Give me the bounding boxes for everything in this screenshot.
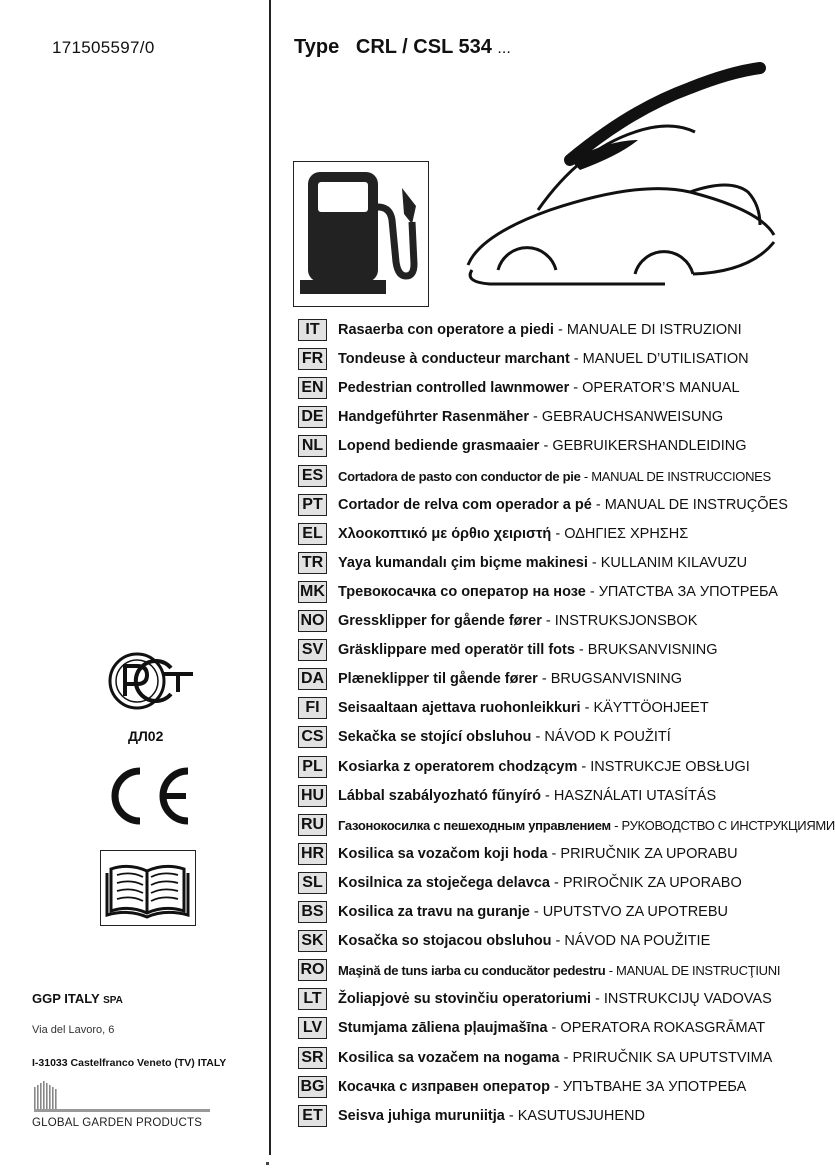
language-code-badge: LT (298, 988, 327, 1010)
language-product-title: Pedestrian controlled lawnmower (338, 380, 570, 396)
open-book-icon (100, 850, 196, 926)
language-separator: - (549, 875, 563, 891)
language-manual-name: MANUAL DE INSTRUÇÕES (604, 497, 788, 513)
language-manual-name: KÄYTTÖOHJEET (593, 700, 709, 716)
language-product-title: Sekačka se stojící obsluhou (338, 729, 532, 745)
language-product-title: Газонокосилка с пешеходным управлением (338, 817, 611, 833)
language-separator: - (547, 846, 561, 862)
fuel-pump-icon (293, 161, 429, 307)
language-manual-name: PRIROČNIK ZA UPORABO (562, 875, 742, 891)
language-manual-name: GEBRAUCHSANWEISUNG (541, 409, 724, 425)
language-product-title: Maşină de tuns iarba cu conducător pedestru (338, 962, 606, 978)
certification-code: ДЛ02 (128, 728, 164, 744)
language-row-es (298, 463, 771, 489)
language-row-it (298, 317, 742, 343)
language-code-badge: MK (298, 581, 327, 603)
language-separator: - (610, 817, 622, 833)
language-manual-name: PRIRUČNIK ZA UPORABU (560, 846, 738, 862)
language-code-badge: SR (298, 1047, 327, 1069)
language-row-lt (298, 986, 772, 1012)
language-row-sk (298, 928, 710, 954)
language-code-badge: SL (298, 872, 327, 894)
lawnmower-outline-icon (460, 60, 780, 310)
language-product-title: Tondeuse à conducteur marchant (338, 351, 570, 367)
language-manual-name: KASUTUSJUHEND (517, 1108, 645, 1124)
language-manual-name: BRUGSANVISNING (550, 671, 683, 687)
language-code-badge: EL (298, 523, 327, 545)
language-product-title: Gräsklippare med operatör till fots (338, 642, 575, 658)
language-product-title: Χλοοκοπτικό με όρθιο χειριστή (338, 526, 552, 542)
language-row-cs (298, 724, 671, 750)
document-number: 171505597/0 (52, 38, 155, 57)
language-separator: - (553, 322, 567, 338)
language-separator: - (605, 962, 617, 978)
language-row-en (298, 375, 740, 401)
language-separator: - (587, 555, 601, 571)
language-separator: - (580, 468, 592, 484)
language-code-badge: RU (298, 814, 327, 836)
language-row-mk (298, 579, 778, 605)
language-separator: - (529, 904, 543, 920)
language-manual-name: GEBRUIKERSHANDLEIDING (552, 438, 747, 454)
language-separator: - (528, 409, 542, 425)
language-separator: - (577, 759, 591, 775)
language-code-badge: NO (298, 610, 327, 632)
language-manual-name: KULLANIM KILAVUZU (600, 555, 748, 571)
company-name-text: GGP ITALY (32, 991, 100, 1006)
language-code-badge: TR (298, 552, 327, 574)
language-code-badge: EN (298, 377, 327, 399)
language-row-sr (298, 1045, 772, 1071)
company-city: I-31033 Castelfranco Veneto (TV) ITALY (32, 1057, 227, 1069)
language-code-badge: CS (298, 726, 327, 748)
language-manual-name: BRUKSANVISNING (587, 642, 718, 658)
language-row-ru (298, 812, 835, 838)
language-separator: - (559, 1050, 573, 1066)
language-row-el (298, 521, 688, 547)
language-product-title: Lábbal szabályozható fűnyíró (338, 788, 542, 804)
gost-r-certification-icon (105, 650, 197, 712)
language-manual-name: MANUEL D’UTILISATION (582, 351, 749, 367)
language-code-badge: FR (298, 348, 327, 370)
type-model: CRL / CSL 534 (355, 36, 492, 58)
language-code-badge: ET (298, 1105, 327, 1127)
language-manual-name: ΟΔΗΓΙΕΣ ΧΡΗΣΗΣ (564, 526, 689, 542)
company-name (32, 991, 123, 1006)
type-suffix: ... (497, 40, 511, 57)
language-manual-name: УПЪТВАНЕ ЗА УПОТРЕБА (562, 1079, 747, 1095)
language-code-badge: PL (298, 756, 327, 778)
language-product-title: Yaya kumandalı çim biçme makinesi (338, 555, 588, 571)
language-separator: - (531, 729, 545, 745)
language-separator: - (549, 1079, 563, 1095)
type-prefix: Type (294, 36, 340, 58)
language-code-badge: SK (298, 930, 327, 952)
language-manual-name: INSTRUKSJONSBOK (554, 613, 698, 629)
ce-mark-icon (100, 765, 192, 827)
type-heading (294, 36, 511, 59)
language-manual-name: OPERATOR’S MANUAL (582, 380, 740, 396)
language-manual-name: INSTRUKCJE OBSŁUGI (590, 759, 750, 775)
language-row-hr (298, 841, 738, 867)
language-separator: - (591, 991, 604, 1007)
company-suffix: SPA (103, 995, 123, 1006)
language-row-nl (298, 433, 747, 459)
language-row-da (298, 666, 682, 692)
language-code-badge: BG (298, 1076, 327, 1098)
language-separator: - (541, 613, 555, 629)
language-row-bs (298, 899, 728, 925)
language-manual-name: NÁVOD K POUŽITÍ (544, 729, 671, 745)
language-manual-name: MANUALE DI ISTRUZIONI (566, 322, 742, 338)
language-row-hu (298, 783, 716, 809)
language-product-title: Plæneklipper til gående fører (338, 671, 538, 687)
language-product-title: Kosilnica za stoječega delavca (338, 875, 550, 891)
language-separator: - (585, 584, 599, 600)
language-manual-name: MANUAL DE INSTRUCCIONES (591, 468, 771, 484)
language-row-tr (298, 550, 747, 576)
language-manual-name: РУКОВОДСТВО С ИНСТРУКЦИЯМИ (621, 817, 835, 833)
language-row-bg (298, 1074, 746, 1100)
language-code-badge: IT (298, 319, 327, 341)
page-mark (266, 1162, 269, 1165)
language-separator: - (574, 642, 588, 658)
language-row-lv (298, 1015, 765, 1041)
language-separator: - (537, 671, 551, 687)
language-row-fi (298, 695, 709, 721)
language-product-title: Cortadora de pasto con conductor de pie (338, 468, 581, 484)
language-row-no (298, 608, 697, 634)
language-row-et (298, 1103, 645, 1129)
language-separator: - (569, 351, 583, 367)
language-separator: - (539, 438, 553, 454)
vertical-divider (269, 0, 271, 1155)
language-manual-name: OPERATORA ROKASGRĀMAT (560, 1020, 766, 1036)
language-row-de (298, 404, 723, 430)
language-product-title: Kosiarka z operatorem chodzącym (338, 759, 578, 775)
language-product-title: Тревокосачка со оператор на нозе (338, 584, 586, 600)
language-code-badge: FI (298, 697, 327, 719)
brand-name: GLOBAL GARDEN PRODUCTS (32, 1117, 203, 1129)
language-row-sl (298, 870, 742, 896)
language-code-badge: HU (298, 785, 327, 807)
language-product-title: Косачка с изправен оператор (338, 1079, 550, 1095)
language-product-title: Seisva juhiga muruniitja (338, 1108, 505, 1124)
language-code-badge: DE (298, 406, 327, 428)
language-code-badge: BS (298, 901, 327, 923)
language-product-title: Žoliapjovė su stovinčiu operatoriumi (338, 991, 591, 1007)
language-row-ro (298, 957, 780, 983)
language-manual-name: UPUTSTVO ZA UPOTREBU (542, 904, 728, 920)
language-product-title: Kosilica sa vozačom koji hoda (338, 846, 548, 862)
language-separator: - (504, 1108, 518, 1124)
language-separator: - (551, 933, 565, 949)
language-product-title: Lopend bediende grasmaaier (338, 438, 540, 454)
language-manual-name: INSTRUKCIJŲ VADOVAS (603, 991, 772, 1007)
language-product-title: Cortador de relva com operador a pé (338, 497, 592, 513)
language-code-badge: NL (298, 435, 327, 457)
language-row-sv (298, 637, 718, 663)
language-manual-name: УПАТСТВА ЗА УПОТРЕБА (598, 584, 778, 600)
language-code-badge: RO (298, 959, 327, 981)
language-separator: - (547, 1020, 561, 1036)
language-product-title: Seisaaltaan ajettava ruohonleikkuri (338, 700, 581, 716)
language-row-fr (298, 346, 749, 372)
language-product-title: Gressklipper for gående fører (338, 613, 542, 629)
language-product-title: Kosilica za travu na guranje (338, 904, 530, 920)
language-manual-name: NÁVOD NA POUŽITIE (564, 933, 711, 949)
language-code-badge: LV (298, 1017, 327, 1039)
language-manual-name: MANUAL DE INSTRUCŢIUNI (616, 962, 781, 978)
language-manual-name: PRIRUČNIK SA UPUTSTVIMA (572, 1050, 773, 1066)
language-row-pl (298, 754, 750, 780)
language-separator: - (541, 788, 554, 804)
language-separator: - (580, 700, 594, 716)
language-code-badge: DA (298, 668, 327, 690)
language-product-title: Rasaerba con operatore a piedi (338, 322, 554, 338)
company-street: Via del Lavoro, 6 (32, 1024, 115, 1036)
language-separator: - (591, 497, 605, 513)
language-code-badge: SV (298, 639, 327, 661)
ggp-stripes-logo-icon (32, 1079, 210, 1119)
language-code-badge: HR (298, 843, 327, 865)
language-product-title: Handgeführter Rasenmäher (338, 409, 529, 425)
language-row-pt (298, 492, 788, 518)
language-separator: - (569, 380, 583, 396)
language-product-title: Kosilica sa vozačem na nogama (338, 1050, 560, 1066)
language-product-title: Kosačka so stojacou obsluhou (338, 933, 552, 949)
language-separator: - (551, 526, 565, 542)
language-manual-name: HASZNÁLATI UTASÍTÁS (553, 788, 717, 804)
language-code-badge: PT (298, 494, 327, 516)
language-product-title: Stumjama zāliena pļaujmašīna (338, 1020, 548, 1036)
language-code-badge: ES (298, 465, 327, 487)
